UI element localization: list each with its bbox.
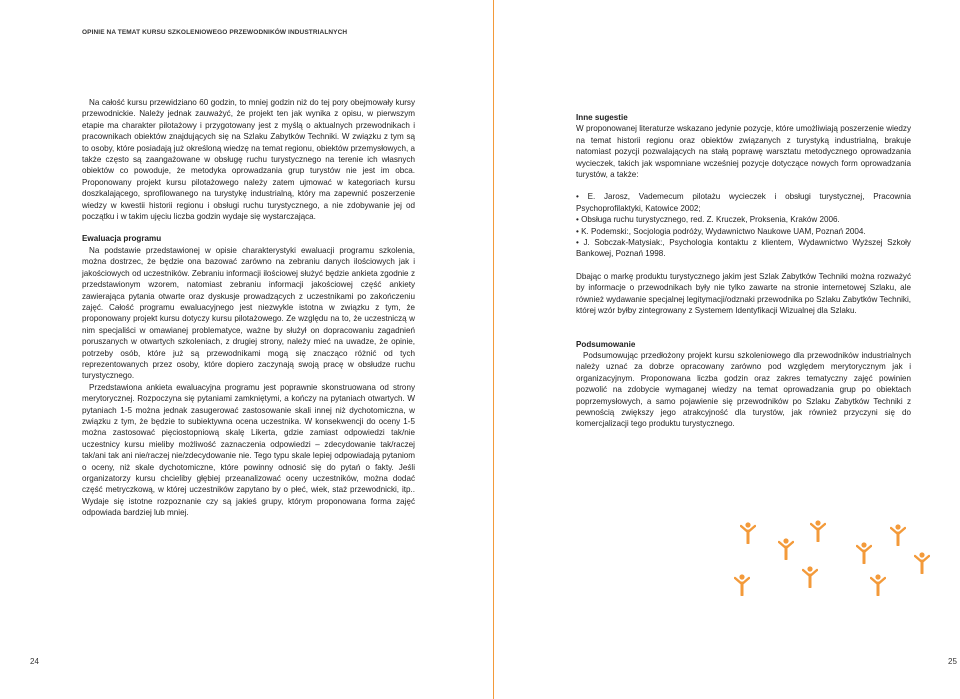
person-arms-raised-icon — [856, 542, 872, 564]
intro-paragraph: Na całość kursu przewidziano 60 godzin, to mniej godzin niż do tej pory obejmowały kursy przewodnickie. Należy jednak zauważyć, że projekt ten jak wynika z opisu, w pierwszym etapie ma charakter pilotażowy i przygotowany jest z myślą o aktualnych przewodnikach i pracownikach obiektów znajdujących się na Szlaku Zabytków Techniki. W związku z tym są to osoby, które posiadają już określoną wiedzę na temat regionu, obiektów przemysłowych, a także często są zaangażowane w obsługę ruchu turystycznego na terenie ich własnych obiektów co powoduje, że metodyka oprowadzania grup turystów nie jest im obca. Proponowany projekt kursu pilotażowego należy zatem ujmować w kategoriach kursu doszkalającego, sprofilowanego na turystykę industrialną, który ma zapewnić poszerzenie wiedzy w kwestii historii regionu i obsługi ruchu turystycznego, a nie zdobywanie jej od początku i w takim ujęciu liczba godzin wydaje się wystarczająca. — [82, 98, 415, 222]
literature-item: • Obsługa ruchu turystycznego, red. Z. Kruczek, Proksenia, Kraków 2006. — [576, 214, 911, 225]
left-column — [82, 97, 415, 519]
page-number-right: 25 — [948, 657, 957, 666]
right-page — [494, 0, 960, 699]
ewaluacja-paragraph-2: Przedstawiona ankieta ewaluacyjna programu jest poprawnie skonstruowana od strony merytorycznej. Rozpoczyna się pytaniami zamkniętymi, a kończy na pytaniach otwartych. W pytaniach 1-5 można jednak zasugerować zastosowanie skali innej niż dychotomiczna, w związku z tym, że będzie to subiektywna ocena uczestnika. W konsekwencji do oceny 1-5 można zastosować pięciostopniową skalę Likerta, gdzie zamiast odpowiedzi tak/nie uczestnicy kursu mieliby możliwość zaznaczenia odpowiedzi – zdecydowanie tak/raczej tak/ani tak ani nie/raczej nie/zdecydowanie nie. Tego typu skale lepiej odpowiadają pytaniom o oceny, niż skale dychotomiczne, które powinny odnosić się do pytań o fakty. Jeśli organizatorzy kursu chcieliby głębiej przeanalizować oceny uczestników, można dodać część metryczkową, w której uczestników zapytano by o płeć, wiek, staż przewodnicki, itp.. Wydaje się istotne rozpoznanie czy są jakieś grupy, którym proponowana forma zajęć odpowiada bardziej lub mniej. — [82, 382, 415, 518]
person-arms-raised-icon — [778, 538, 794, 560]
literature-item: • J. Sobczak-Matysiak:, Psychologia kontaktu z klientem, Wydawnictwo Wyższej Szkoły Bankowej, Poznań 1998. — [576, 237, 911, 260]
running-head: OPINIE NA TEMAT KURSU SZKOLENIOWEGO PRZEWODNIKÓW INDUSTRIALNYCH — [82, 29, 348, 36]
literature-list — [576, 191, 911, 259]
person-arms-raised-icon — [870, 574, 886, 596]
decorative-figures — [740, 520, 930, 600]
podsumowanie-paragraph: Podsumowując przedłożony projekt kursu szkoleniowego dla przewodników industrialnych należy uznać za dobrze opracowany zarówno pod względem merytorycznym jak i organizacyjnym. Proponowana liczba godzin oraz zakres tematyczny zajęć powinien pozwolić na zdobycie wymaganej wiedzy na temat oprowadzania grup po obiektach poprzemysłowych, a samo pojawienie się przewodników po Szlaku Zabytków Techniki z pewnością zwiększy jego atrakcyjność dla turystów, jak również przyczyni się do komercjalizacji tego produktu turystycznego. — [576, 350, 911, 429]
person-arms-raised-icon — [810, 520, 826, 542]
literature-item: • K. Podemski:, Socjologia podróży, Wydawnictwo Naukowe UAM, Poznań 2004. — [576, 226, 911, 237]
right-column — [576, 112, 911, 430]
person-arms-raised-icon — [914, 552, 930, 574]
inne-sugestie-paragraph: W proponowanej literaturze wskazano jedynie pozycje, które umożliwiają poszerzenie wiedzy na temat historii regionu oraz obiektów związanych z turystyką industrialną, brakuje natomiast pozycji pozwalających na stałą poprawę warsztatu metodycznego oprowadzania wycieczek, takich jak wspomniane wcześniej pozycje dotyczące nowych form oprowadzania turystów, a także: — [576, 124, 911, 180]
literature-item: • E. Jarosz, Vademecum pilotażu wycieczek i obsługi turystycznej, Pracownia Psychoprofilaktyki, Katowice 2002; — [576, 191, 911, 214]
section-heading-podsumowanie: Podsumowanie — [576, 339, 636, 349]
person-arms-raised-icon — [734, 574, 750, 596]
person-arms-raised-icon — [890, 524, 906, 546]
person-arms-raised-icon — [802, 566, 818, 588]
person-arms-raised-icon — [740, 522, 756, 544]
section-heading-inne-sugestie: Inne sugestie — [576, 113, 628, 122]
page-number-left: 24 — [30, 657, 39, 666]
brand-paragraph: Dbając o markę produktu turystycznego jakim jest Szlak Zabytków Techniki można rozważyć by informacje o przewodnikach były nie tylko zawarte na stronie internetowej Szlaku, ale również wydawanie specjalnej legitymacji/odznaki przewodnika po Szlaku Zabytków Techniki, której wzór byłby zintegrowany z Systemem Identyfikacji Wizualnej dla Szlaku. — [576, 271, 911, 316]
ewaluacja-paragraph-1: Na podstawie przedstawionej w opisie charakterystyki ewaluacji programu szkolenia, można dostrzec, że będzie ona bazować zarówno na zebraniu danych ilościowych jak i jakościowych od uczestników. Zebraniu informacji ilościowej służyć będzie ankieta zgodnie z przedstawionym wzorem, natomiast zebraniu informacji jakościowej część ankiety zawierająca pytania otwarte oraz dyskusje prowadzących z uczestnikami po zakończeniu zajęć. Całość programu ewaluacyjnego jest niezwykle istotna w związku z tym, że proponowany projekt kursu dotyczy kursu pilotażowego. Ze względu na to, że uczestniczą w nim specjaliści w omawianej problematyce, ważne by służył on dopracowaniu zagadnień poruszanych w otwartych szkoleniach, z drugiej strony, należy mieć na uwadze, że opinie, potrzeby osób, które już są przewodnikami mogą się znacząco różnić od tych reprezentowanych przez osoby, które dopiero zaczynają swoją pracę w obsłudze ruchu turystycznego. — [82, 245, 415, 381]
section-heading-ewaluacja: Ewaluacja programu — [82, 234, 162, 244]
